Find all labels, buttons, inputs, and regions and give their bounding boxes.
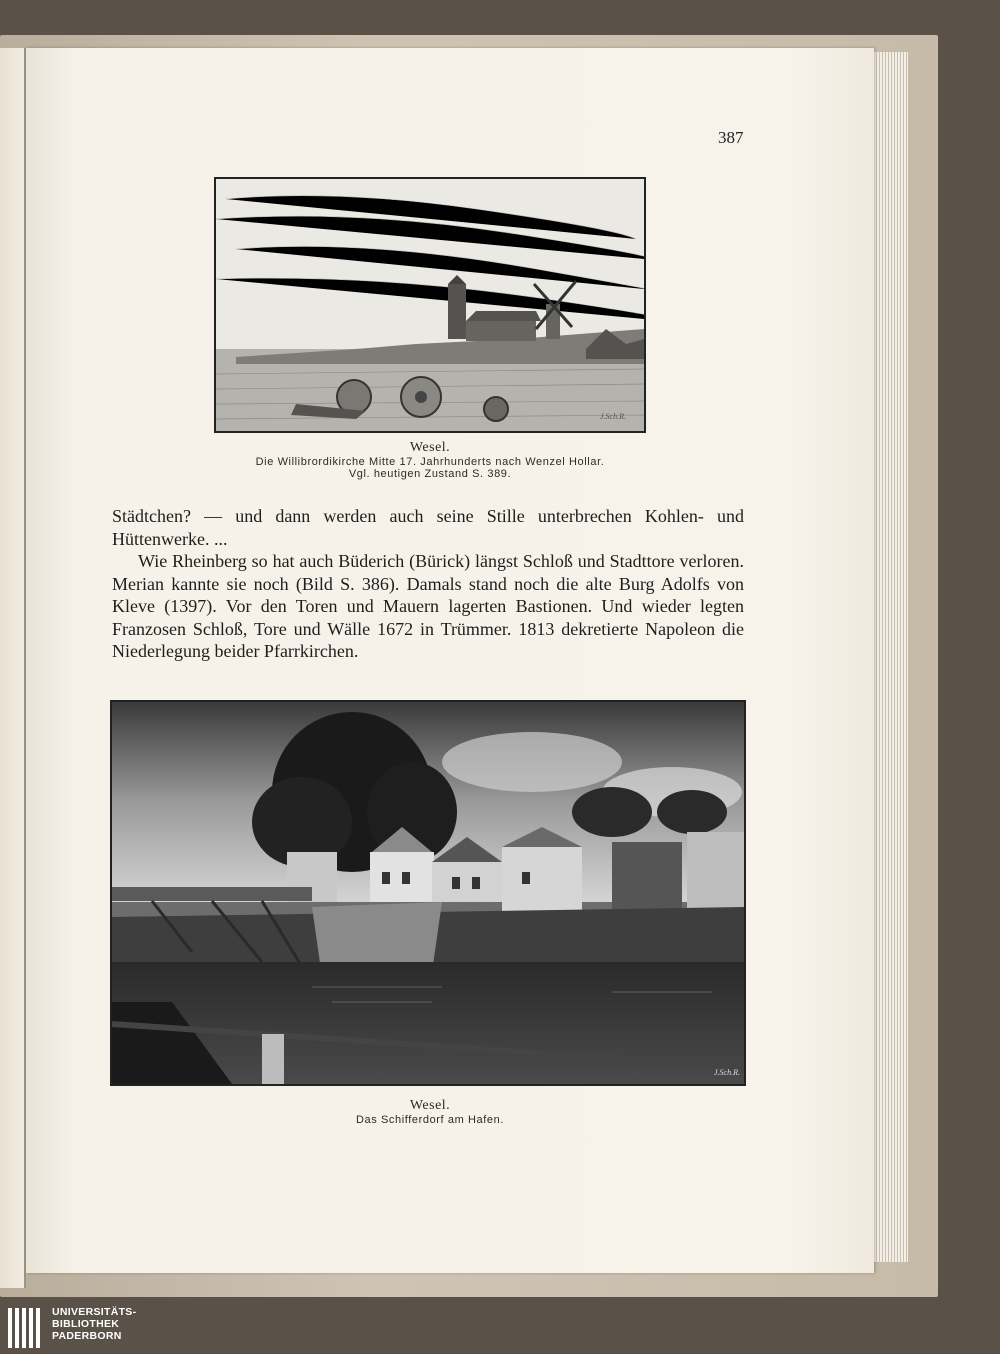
figure1-caption bbox=[110, 440, 750, 480]
figure2-caption-line1: Das Schifferdorf am Hafen. bbox=[355, 1114, 505, 1126]
library-name bbox=[52, 1306, 136, 1342]
paragraph-2: Wie Rheinberg so hat auch Büderich (Bürick) längst Schloß und Stadttore verloren. Merian kannte sie noch (Bild S. 386). Damals stand noch die alte Burg Adolfs von Kleve (1397). Vor den Toren und Mauern lagerten Bastionen. Und wieder legten Franzosen Schloß, Tore und Wälle 1672 in Trümmer. 1813 dekretierte Napoleon die Niederlegung beider Pfarrkirchen. bbox=[112, 551, 744, 661]
figure2-caption bbox=[110, 1098, 750, 1126]
figure1-caption-line2: Vgl. heutigen Zustand S. 389. bbox=[348, 468, 512, 480]
figure1-title: Wesel. bbox=[409, 440, 451, 455]
page-number: 387 bbox=[718, 128, 744, 147]
figure1-caption-line1: Die Willibrordikirche Mitte 17. Jahrhunderts nach Wenzel Hollar. bbox=[255, 456, 605, 468]
library-logo-icon bbox=[8, 1308, 48, 1348]
figure2-signature: J.Sch.R. bbox=[714, 1068, 740, 1077]
library-line1: UNIVERSITÄTS- bbox=[52, 1306, 137, 1318]
figure2-title: Wesel. bbox=[409, 1098, 451, 1113]
library-line3: PADERBORN bbox=[52, 1330, 122, 1342]
body-text bbox=[112, 505, 744, 663]
wesel-engraving-image bbox=[214, 177, 646, 433]
figure1-signature: J.Sch.R. bbox=[600, 412, 626, 421]
paragraph-1: Städtchen? — und dann werden auch seine Stille unterbrechen Kohlen- und Hüttenwerke. ... bbox=[112, 506, 744, 549]
library-logo bbox=[0, 1300, 1000, 1354]
wesel-harbour-photo bbox=[110, 700, 746, 1086]
page-stack-edge bbox=[868, 52, 908, 1262]
library-line2: BIBLIOTHEK bbox=[52, 1318, 120, 1330]
left-page-edge bbox=[0, 48, 26, 1288]
